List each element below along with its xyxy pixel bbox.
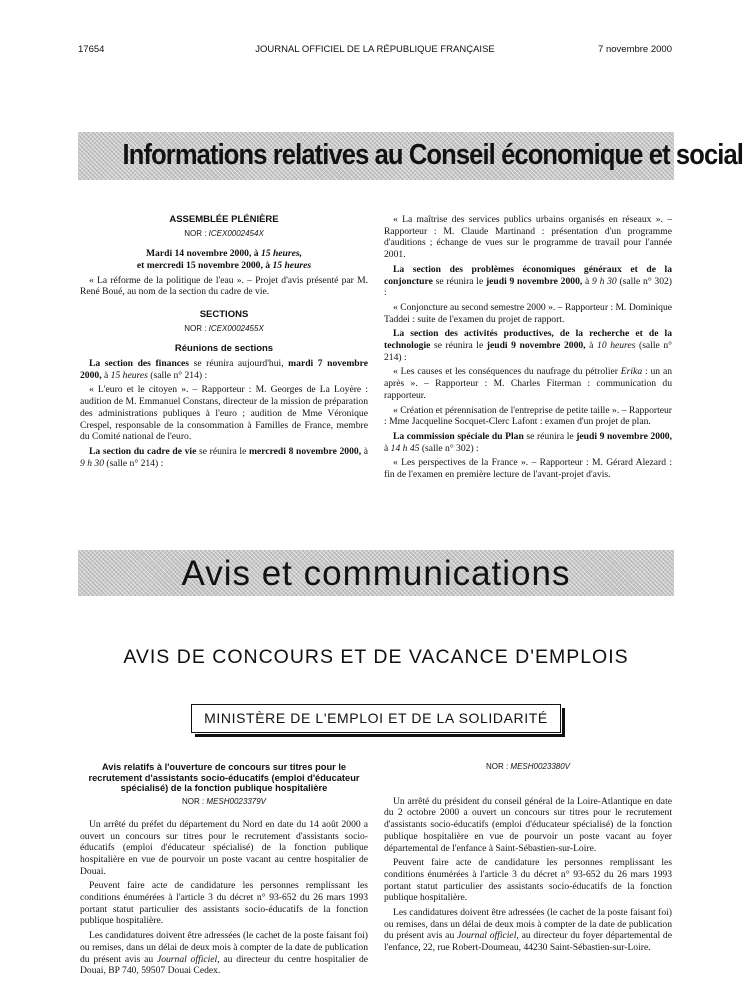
bold-span: jeudi 9 novembre 2000, (576, 430, 672, 442)
avis-banner-title: Avis et communications (181, 554, 571, 593)
concours-title: AVIS DE CONCOURS ET DE VACANCE D'EMPLOIS (123, 646, 629, 668)
italic-span: 10 heures (597, 340, 636, 352)
text-span: (salle n° 214) : (103, 457, 164, 469)
assemblee-nor (80, 229, 368, 239)
bold-span: mercredi 8 novembre 2000, (249, 445, 362, 457)
text-span: se réunira le (432, 275, 486, 287)
bold-span: jeudi 9 novembre 2000, (485, 275, 583, 287)
bold-span: La section des activités productives, de la recherche et de la technologie (384, 328, 672, 352)
dates-line1: Mardi 14 novembre 2000, à (146, 248, 261, 260)
text-span: à (361, 445, 368, 457)
avis-right-column (384, 762, 672, 957)
bold-span: La section des problèmes économiques généraux et de la conjoncture (384, 263, 672, 287)
italic-span: 9 h 30 (592, 275, 617, 287)
text-span: Les candidatures doivent être adressées (le cachet de la poste faisant foi) ou remises, dans un délai de deux mois à compter de la date de publication du présent avis au (384, 907, 672, 942)
sections-nor (80, 324, 368, 334)
text-span: se réunira le (430, 340, 487, 352)
italic-span: 9 h 30 (80, 457, 104, 469)
italic-span: 14 h 45 (390, 442, 420, 454)
avis-right-nor (384, 762, 672, 772)
activites-productives-paragraph (384, 328, 672, 363)
ces-banner-title: Informations relatives au Conseil économique et social (122, 139, 744, 171)
text-span: se réunira aujourd'hui, (189, 358, 289, 370)
dates-line2-hour: 15 heures (272, 260, 312, 272)
ces-banner (78, 132, 744, 180)
text-span: , au directeur du foyer départemental de l'enfance, 22, rue Robert-Doumeau, 44230 Saint-Sébastien-sur-Loire. (384, 930, 672, 954)
text-span: (salle n° 214) : (384, 340, 672, 363)
journal-title: JOURNAL OFFICIEL DE LA RÉPUBLIQUE FRANÇAISE (255, 44, 495, 55)
commission-plan-paragraph (384, 431, 672, 454)
douai-adresse-paragraph (80, 930, 368, 977)
loire-adresse-paragraph (384, 907, 672, 954)
finances-paragraph (80, 358, 368, 381)
dates-line1-hour: 15 heures, (260, 248, 302, 260)
text-span: à (582, 275, 593, 287)
conjoncture-section-paragraph (384, 264, 672, 299)
avis-banner (78, 550, 674, 596)
bold-span: jeudi 9 novembre 2000, (486, 340, 586, 352)
text-span: (salle n° 302) : (384, 275, 672, 299)
ministere-box: MINISTÈRE DE L'EMPLOI ET DE LA SOLIDARITÉ (191, 704, 561, 733)
avis-left-nor (80, 797, 368, 807)
italic-span: Journal officiel (457, 930, 517, 942)
nor-label: NOR : (181, 797, 207, 807)
page-number: 17654 (78, 44, 105, 55)
text-span: Les candidatures doivent être adressées (le cachet de la poste faisant foi) ou remises, dans un délai de deux mois à compter de la date de publication du présent avis au (80, 930, 368, 965)
text-span: , au directeur du centre hospitalier de Douai, BP 740, 59507 Douai Cedex. (80, 953, 368, 977)
douai-candidature-paragraph: Peuvent faire acte de candidature les personnes remplissant les conditions énumérées à l'article 3 du décret n° 93-652 du 26 mars 1993 portant statut particulier des assistants socio-éducatifs de la fonction publique hospitalière. (80, 880, 368, 927)
italic-span: Journal officiel (156, 953, 218, 965)
text-span: à (384, 442, 391, 454)
nor-code: MESH0023379V (206, 797, 267, 807)
bold-span: La section des finances (89, 358, 190, 370)
sections-heading: SECTIONS (199, 309, 249, 321)
assemblee-dates (80, 248, 368, 271)
loire-arrete-paragraph: Un arrêté du président du conseil général de la Loire-Atlantique en date du 2 octobre 2000 a ouvert un concours sur titres pour le recrutement d'assistants socio-éducatifs (emploi d'éducateur spécialisé) de la fonction publique hospitalière en vue de pourvoir un poste vacant au foyer départemental de l'enfance à Saint-Sébastien-sur-Loire. (384, 795, 672, 854)
ces-left-column (80, 214, 368, 472)
nor-label: NOR : (485, 762, 511, 771)
reunions-heading: Réunions de sections (174, 343, 274, 355)
text-span: (salle n° 302) : (419, 442, 479, 454)
erika-paragraph (384, 366, 672, 401)
text-span: (salle n° 214) : (147, 369, 208, 381)
italic-span: 15 heures (110, 369, 148, 381)
nor-code: ICEX0002455X (208, 323, 264, 333)
page-header (78, 44, 672, 58)
bold-span: La commission spéciale du Plan (393, 430, 524, 442)
bold-span: mardi 7 novembre 2000, (80, 358, 368, 381)
douai-arrete-paragraph: Un arrêté du préfet du département du Nord en date du 14 août 2000 a ouvert un concours sur titres pour le recrutement d'assistants socio-éducatifs (emploi d'éducateur spécialisé) de la fonction publique hospitalière en vue de pourvoir un poste vacant au centre hospitalier de Douai. (80, 818, 368, 877)
italic-span: Erika (620, 366, 643, 378)
perspectives-paragraph: « Les perspectives de la France ». – Rapporteur : M. Gérard Alezard : fin de l'examen en première lecture de l'avant-projet d'avis. (384, 457, 672, 481)
text-span: : un an après ». – Rapporteur : M. Charles Fiterman : communication du rapporteur. (384, 366, 673, 401)
assemblee-text: « La réforme de la politique de l'eau ». – Projet d'avis présenté par M. René Boué, au nom de la section du cadre de vie. (80, 274, 368, 298)
euro-paragraph: « L'euro et le citoyen ». – Rapporteur : M. Georges de La Loyère : audition de M. Emmanuel Constans, directeur de la mission de préparation des administrations publiques à l'euro ; audition de Mme Véronique Crespel, responsable de la consommation à Familles de France, membre du Comité national de l'euro. (80, 384, 368, 443)
issue-date: 7 novembre 2000 (598, 44, 672, 55)
avis-left-column (80, 762, 368, 980)
nor-code: ICEX0002454X (208, 228, 264, 238)
nor-label: NOR : (184, 228, 209, 238)
services-publics-paragraph: « La maîtrise des services publics urbains organisés en réseaux ». – Rapporteur : M. Claude Martinand : présentation d'un programme d'auditions ; échange de vues sur le programme de travail pour l'année 2001. (384, 214, 672, 261)
text-span: se réunira le (523, 430, 577, 442)
text-span: à (585, 340, 598, 352)
nor-label: NOR : (184, 323, 209, 333)
entreprise-paragraph: « Création et pérennisation de l'entreprise de petite taille ». – Rapporteur : Mme Jacqueline Socquet-Clerc Lafont : examen d'un projet de plan. (384, 404, 672, 428)
bold-span: La section du cadre de vie (89, 445, 197, 457)
text-span: « Les causes et les conséquences du naufrage du pétrolier (393, 366, 621, 378)
conjoncture-paragraph: « Conjoncture au second semestre 2000 ». – Rapporteur : M. Dominique Taddei : suite de l'examen du projet de rapport. (384, 301, 672, 325)
avis-title: Avis relatifs à l'ouverture de concours sur titres pour le recrutement d'assistants socio-éducatifs (emploi d'éducateur spécialisé) de la fonction publique hospitalière (88, 762, 360, 794)
ces-right-column (384, 214, 672, 484)
nor-code: MESH0023380V (510, 762, 571, 771)
loire-candidature-paragraph: Peuvent faire acte de candidature les personnes remplissant les conditions énumérées à l'article 3 du décret n° 93-652 du 26 mars 1993 portant statut particulier des assistants socio-éducatifs de la fonction publique hospitalière. (384, 857, 672, 904)
text-span: à (101, 369, 111, 381)
dates-line2: et mercredi 15 novembre 2000, à (136, 260, 273, 272)
text-span: se réunira le (196, 445, 249, 457)
cadre-de-vie-paragraph (80, 446, 368, 469)
assemblee-heading: ASSEMBLÉE PLÉNIÈRE (169, 214, 279, 225)
